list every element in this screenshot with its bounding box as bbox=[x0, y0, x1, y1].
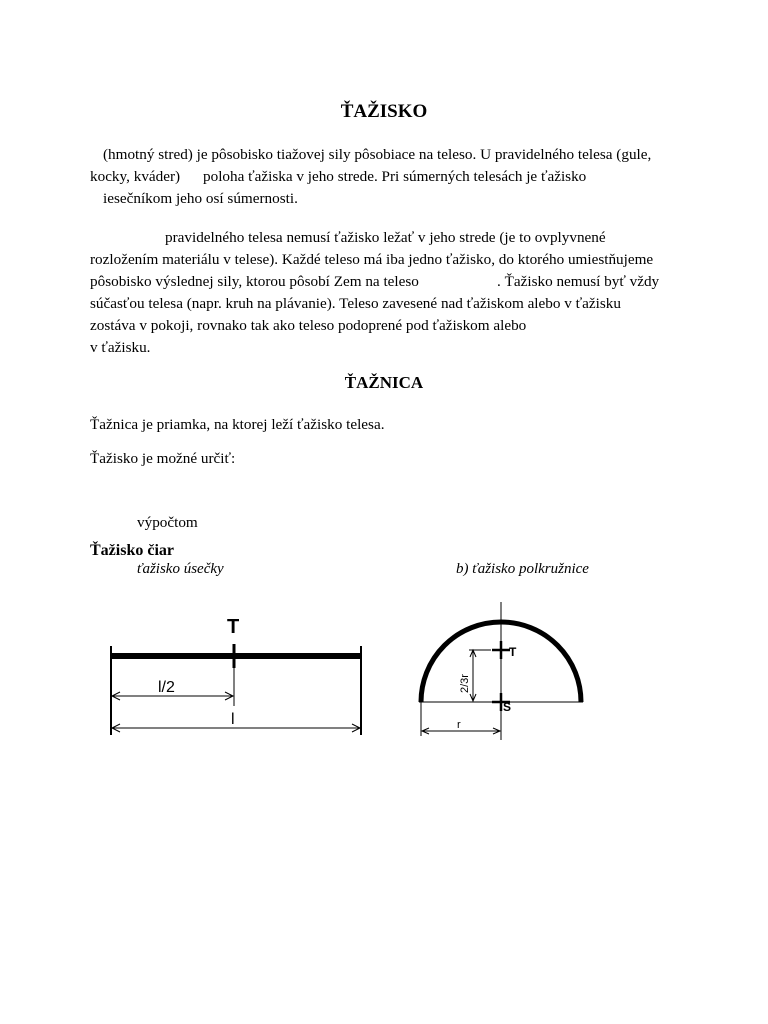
paragraph-line: pôsobisko výslednej sily, ktorou pôsobí Zem na teleso bbox=[90, 273, 419, 290]
paragraph-line: pravidelného telesa nemusí ťažisko ležať v jeho strede (je to ovplyvnené bbox=[165, 229, 606, 246]
figure-semicircle bbox=[405, 600, 600, 745]
caption-b: b) ťažisko polkružnice bbox=[456, 561, 589, 577]
figure-segment bbox=[100, 610, 375, 740]
paragraph-line: iesečníkom jeho osí súmernosti. bbox=[103, 190, 298, 207]
half-length-label: l/2 bbox=[158, 679, 175, 696]
paragraph-line: v ťažisku. bbox=[90, 339, 151, 356]
methods-intro: Ťažisko je možné určiť: bbox=[90, 450, 236, 467]
paragraph-line: kocky, kváder) bbox=[90, 168, 181, 185]
paragraph-line: zostáva v pokoji, rovnako tak ako teleso podoprené pod ťažiskom alebo bbox=[90, 317, 527, 334]
subheading: Ťažisko čiar bbox=[90, 542, 174, 559]
radius-label: r bbox=[457, 719, 461, 731]
height-label: 2/3r bbox=[459, 674, 471, 693]
point-s-label: S bbox=[503, 700, 512, 714]
paragraph-line: rozložením materiálu v telese). Každé teleso má iba jedno ťažisko, do ktorého umiestňujeme bbox=[90, 251, 654, 268]
point-t-label: T bbox=[227, 616, 240, 638]
paragraph-line: . Ťažisko nemusí byť vždy bbox=[497, 273, 660, 290]
paragraph-line: poloha ťažiska v jeho strede. Pri súmerných telesách je ťažisko bbox=[203, 168, 587, 185]
page-title: ŤAŽISKO bbox=[340, 101, 428, 122]
method-item: výpočtom bbox=[137, 514, 198, 531]
paragraph-line: súčasťou telesa (napr. kruh na plávanie). Teleso zavesené nad ťažiskom alebo v ťažisku bbox=[90, 295, 621, 312]
section-title: ŤAŽNICA bbox=[344, 373, 424, 392]
paragraph-line: (hmotný stred) je pôsobisko tiažovej sily pôsobiace na teleso. U pravidelného telesa (gule, bbox=[103, 146, 652, 163]
definition-text: Ťažnica je priamka, na ktorej leží ťažisko telesa. bbox=[90, 416, 385, 433]
point-t-label: T bbox=[509, 645, 517, 659]
length-label: l bbox=[231, 711, 235, 728]
caption-a: ťažisko úsečky bbox=[137, 561, 224, 577]
